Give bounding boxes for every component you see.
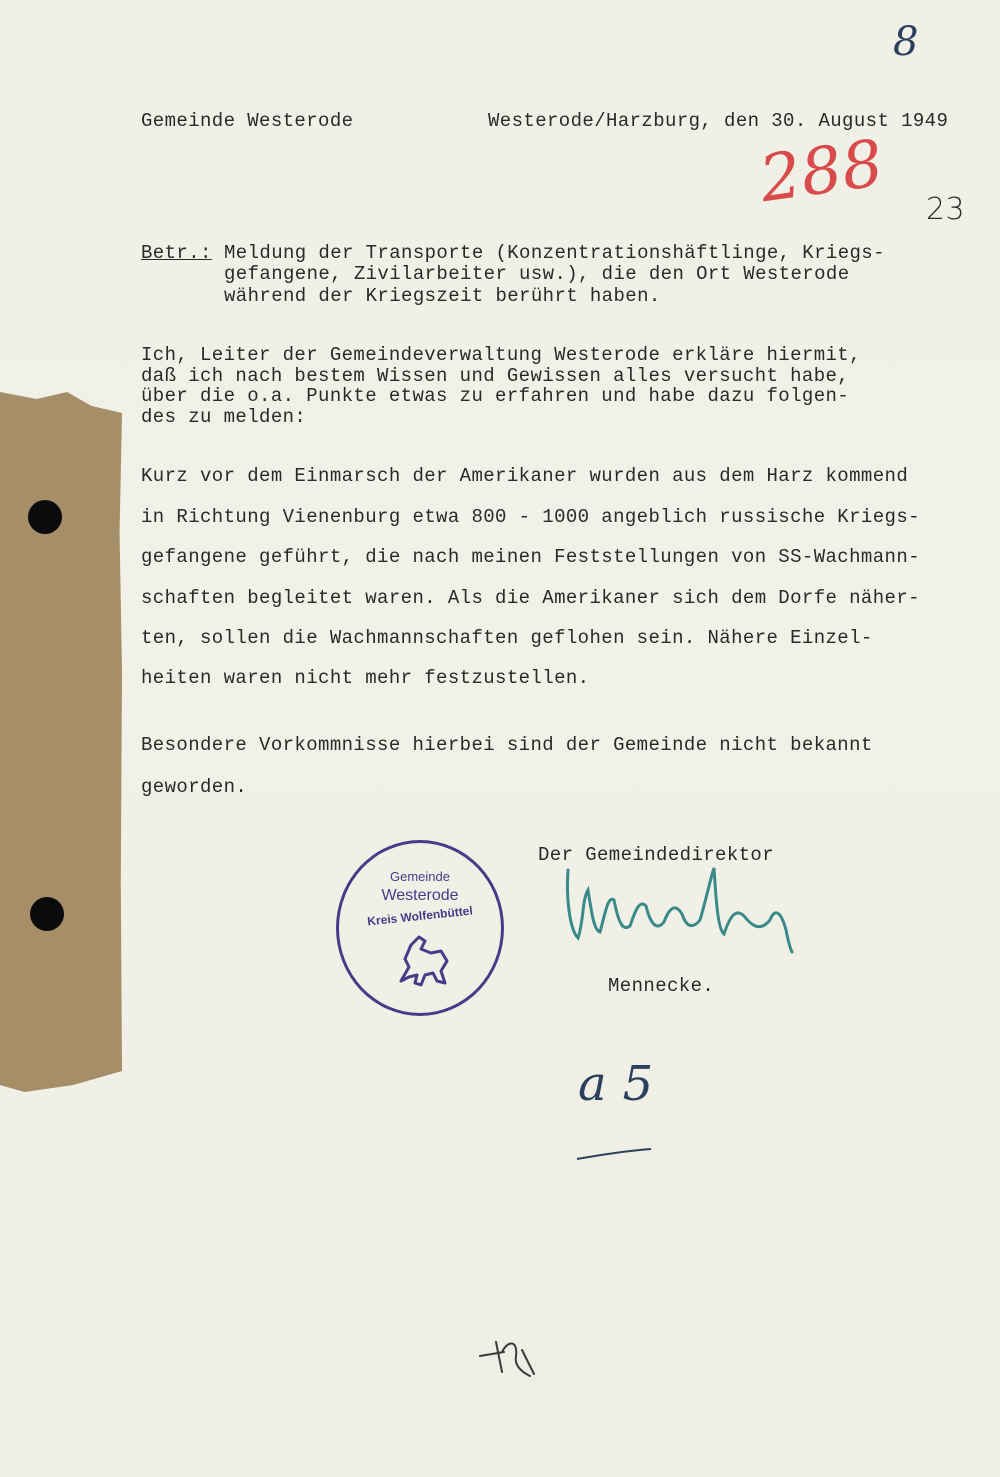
signatory-name: Mennecke. <box>608 975 715 997</box>
official-stamp <box>336 840 504 1016</box>
signature-title: Der Gemeindedirektor <box>538 844 775 866</box>
punch-hole-top <box>28 500 62 534</box>
body-line-4: schaften begleitet waren. Als die Amerikaner sich dem Dorfe näher- <box>141 587 920 609</box>
subject-line-3: während der Kriegszeit berührt haben. <box>224 285 661 307</box>
handwritten-note: a 5 <box>578 1056 654 1112</box>
subject-label: Betr.: <box>141 242 212 264</box>
intro-line-3: über die o.a. Punkte etwas zu erfahren und habe dazu folgen- <box>141 385 850 407</box>
stamp-line-3: Kreis Wolfenbüttel <box>366 903 474 929</box>
stamp-line-1: Gemeinde <box>390 869 450 884</box>
place-date-line: Westerode/Harzburg, den 30. August 1949 <box>488 110 949 132</box>
handwritten-underline <box>575 1145 655 1165</box>
subject-line-1: Meldung der Transporte (Konzentrationshäftlinge, Kriegs- <box>224 242 885 264</box>
body-line-1: Kurz vor dem Einmarsch der Amerikaner wurden aus dem Harz kommend <box>141 465 909 487</box>
handwritten-signature <box>560 860 800 960</box>
closing-line-1: Besondere Vorkommnisse hierbei sind der Gemeinde nicht bekannt <box>141 734 873 756</box>
body-line-6: heiten waren nicht mehr festzustellen. <box>141 667 590 689</box>
handwritten-mark: 8 <box>893 19 919 65</box>
body-line-2: in Richtung Vienenburg etwa 800 - 1000 angeblich russische Kriegs- <box>141 506 920 528</box>
initials-mark <box>478 1332 538 1380</box>
body-line-5: ten, sollen die Wachmannschaften geflohen sein. Nähere Einzel- <box>141 627 873 649</box>
red-archive-number: 288 <box>755 126 888 218</box>
closing-line-2: geworden. <box>141 776 248 798</box>
folder-tab <box>0 392 122 1092</box>
punch-hole-bottom <box>30 897 64 931</box>
body-line-3: gefangene geführt, die nach meinen Feststellungen von SS-Wachmann- <box>141 546 920 568</box>
intro-line-1: Ich, Leiter der Gemeindeverwaltung Westerode erkläre hiermit, <box>141 344 861 366</box>
sender-line: Gemeinde Westerode <box>141 110 354 132</box>
horse-emblem-icon <box>391 931 453 993</box>
stamp-line-2: Westerode <box>381 887 459 904</box>
intro-line-4: des zu melden: <box>141 406 307 428</box>
page-number: 23 <box>926 192 965 227</box>
intro-line-2: daß ich nach bestem Wissen und Gewissen alles versucht habe, <box>141 365 850 387</box>
subject-line-2: gefangene, Zivilarbeiter usw.), die den Ort Westerode <box>224 263 850 285</box>
